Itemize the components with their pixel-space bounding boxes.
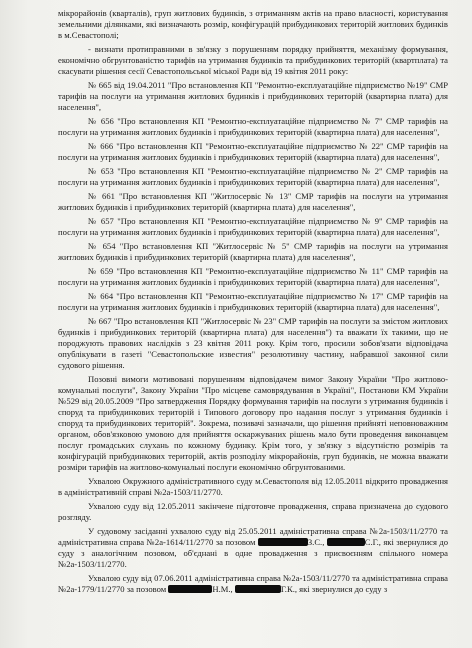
paragraph: № 656 "Про встановлення КП "Ремонтно-експлуатаційне підприємство № 7" СМР тарифів на послуги на утримання житлових будинків і прибудинкових територій (квартирна плата) для населення", bbox=[58, 116, 448, 137]
paragraph: № 667 "Про встановлення КП "Житлосервіс № 23" СМР тарифів на послуги за змістом житлових будинків і прибудинкових територій (квартирна плата) для населення") та вважати їх такими, що не породжують правових наслідків з 23 квітня 2011 року. Крім того, просили зобов'язати відповідача опублікувати в газеті "Севастопольские известия" резолютивну частину, набравшої законної сили судового рішення. bbox=[58, 316, 448, 370]
paragraph-text: У судовому засіданні ухвалою суду від 25.05.2011 адміністративна справа №2а-1503/11/2770 та адміністративна справа №2а-1614/11/2770 за позовом bbox=[58, 526, 448, 547]
paragraph: Ухвалою суду від 12.05.2011 закінчене підготовче провадження, справа призначена до судового розгляду. bbox=[58, 501, 448, 522]
paragraph: № 654 "Про встановлення КП "Житлосервіс № 5" СМР тарифів на послуги на утримання житлових будинків і прибудинкових територій (квартирна плата) для населення", bbox=[58, 241, 448, 262]
redaction-block bbox=[235, 585, 281, 593]
document-body bbox=[58, 8, 448, 523]
paragraph: № 659 "Про встановлення КП "Ремонтно-експлуатаційне підприємство № 11" СМР тарифів на послуги на утримання житлових будинків і прибудинкових територій (квартирна плата) для населення", bbox=[58, 266, 448, 287]
paragraph: мікрорайонів (кварталів), груп житлових будинків, з отриманням актів на право власності, користування земельними ділянками, які визначають розмір, конфігурацій прибудинкових територій житлових будинків в м.Севастополі; bbox=[58, 8, 448, 40]
paragraph-text: Г.К., які звернулися до суду з bbox=[280, 584, 388, 594]
paragraph: № 661 "Про встановлення КП "Житлосервіс № 13" СМР тарифів на послуги на утримання житлових будинків і прибудинкових територій (квартирна плата) для населення", bbox=[58, 191, 448, 212]
paragraph: № 657 "Про встановлення КП "Ремонтно-експлуатаційне підприємство № 9" СМР тарифів на послуги на утримання житлових будинків і прибудинкових територій (квартирна плата) для населення", bbox=[58, 216, 448, 237]
paragraph-text: С.Г., які звернулися до суду з аналогічним позовом, об'єднані в одне провадження з присвоєнням спільного номера №2а-1503/11/2770. bbox=[58, 537, 449, 569]
paragraph: № 653 "Про встановлення КП "Ремонтно-експлуатаційне підприємство № 2" СМР тарифів на послуги на утримання житлових будинків і прибудинкових територій (квартирна плата) для населення", bbox=[58, 166, 448, 187]
redaction-block bbox=[327, 538, 365, 546]
redaction-block bbox=[258, 538, 308, 546]
paragraph: № 665 від 19.04.2011 "Про встановлення КП "Ремонтно-експлуатаційне підприємство №19" СМР тарифів на послуги на утримання житлових будинків і прибудинкових територій (квартирна плата) для населення", bbox=[58, 80, 448, 112]
paragraph: - визнати протиправними в зв'язку з порушенням порядку прийняття, механізму формування, економічно обгрунтованістю тарифів на утримання будинків та прибудинкових територій (квартплата) та скасувати рішення сесії Севастопольської міської Ради від 19 квітня 2011 року: bbox=[58, 44, 448, 76]
paragraph: № 664 "Про встановлення КП "Ремонтно-експлуатаційне підприємство № 17" СМР тарифів на послуги на утримання житлових будинків і прибудинкових територій (квартирна плата) для населення", bbox=[58, 291, 448, 312]
redaction-block bbox=[168, 585, 212, 593]
paragraph: № 666 "Про встановлення КП "Ремонтно-експлуатаційне підприємство № 22" СМР тарифів на послуги на утримання житлових будинків і прибудинкових територій (квартирна плата) для населення", bbox=[58, 141, 448, 162]
paragraph-text: Ухвалою суду від 07.06.2011 адміністративна справа №2а-1503/11/2770 та адміністративна справа №2а-1779/11/2770 за позовом bbox=[58, 573, 448, 594]
paragraph-joined-cases-2 bbox=[58, 573, 448, 595]
paragraph-text: Н.М., bbox=[212, 584, 233, 594]
paragraph-text: З.С., bbox=[307, 537, 325, 547]
paragraph-joined-cases-1 bbox=[58, 526, 448, 570]
paragraph: Позовні вимоги мотивовані порушенням відповідачем вимог Закону України "Про житлово-комунальні послуги", Закону України "Про місцеве самоврядування в Україні", Постанови КМ України №529 від 20.05.2009 "Про затвердження Порядку формування тарифів на послуги з утримання будинків і споруд та прибудинкових територій і Типового договору про надання послуг з утримання будинків і споруд та прибудинкових територій". Зокрема, позивачі зазначали, що рішення прийняті неповноважним органом, обов'язковою умовою для прийняття оскаржуваних рішень мало бути проведення виконавцем послуг громадських слухань по кожному будинку. Крім того, у зв'язку з відсутністю розмірів та конфігурацій прибудинкових територій, актів розподілу мікрорайонів, груп будинків, не можна вважати розміри тарифів на житлово-комунальні послуги економічно обгрунтованими. bbox=[58, 374, 448, 472]
paragraph: Ухвалою Окружного адміністративного суду м.Севастополя від 12.05.2011 відкрито провадження в адміністративній справі №2а-1503/11/2770. bbox=[58, 476, 448, 497]
